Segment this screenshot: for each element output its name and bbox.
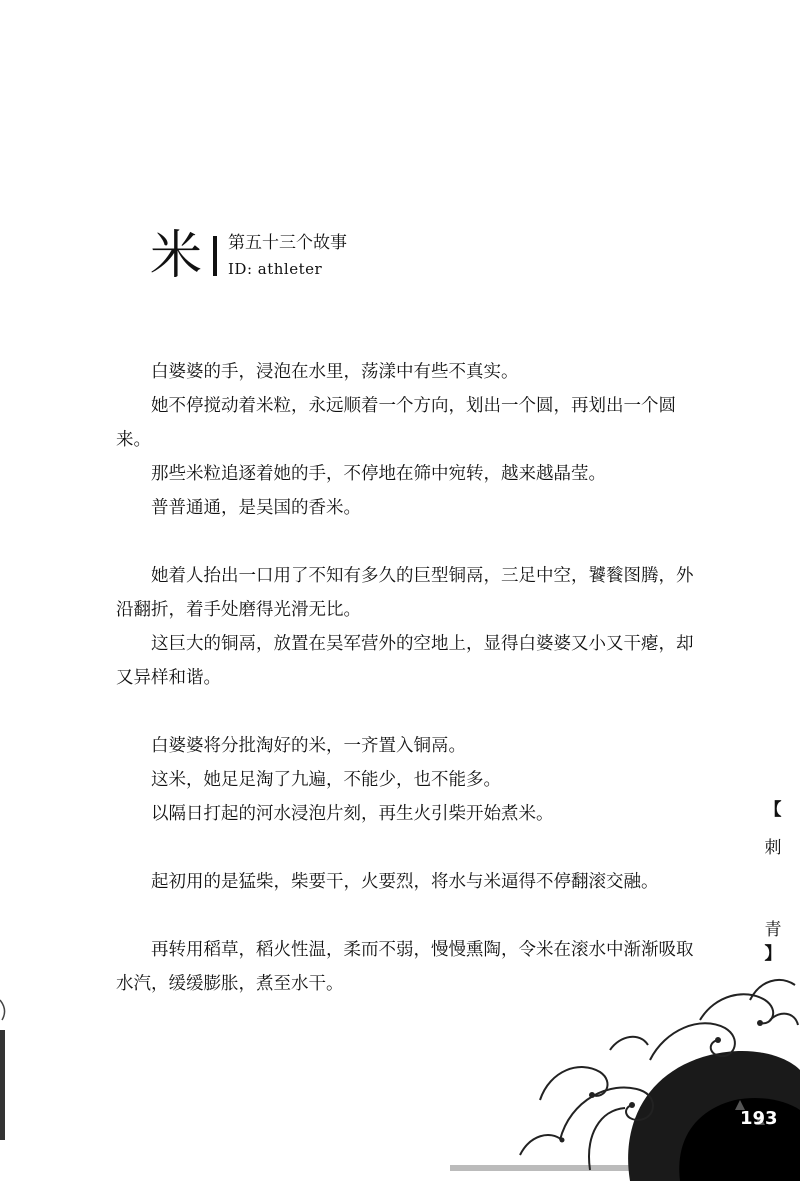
book-title-sidemark [758,800,788,964]
author-id: ID: athleter [228,260,323,278]
chapter-title-char: 米 [150,226,203,286]
paragraph-group [116,355,706,525]
paragraph: 白婆婆将分批淘好的米，一齐置入铜鬲。 [151,736,466,756]
paragraph-group [116,559,706,695]
sidemark-char-qing: 青 [764,920,782,940]
body-text [116,355,706,1001]
paragraph: 她不停搅动着米粒，永远顺着一个方向，划出一个圆，再划出一个圆来。 [116,396,676,450]
title-divider [213,236,217,276]
paragraph: 白婆婆的手，浸泡在水里，荡漾中有些不真实。 [151,362,519,382]
sidemark-char-ci: 刺 [764,838,782,858]
open-bracket: 【 [764,800,782,820]
paragraph: 普普通通，是吴国的香米。 [151,498,361,518]
paragraph: 起初用的是猛柴，柴要干，火要烈，将水与米逼得不停翻滚交融。 [151,872,659,892]
paragraph: 这巨大的铜鬲，放置在吴军营外的空地上，显得白婆婆又小又干瘪，却又异样和谐。 [116,634,694,688]
swirl-ornament [450,960,800,1181]
paragraph-group [116,729,706,831]
close-bracket: 】 [764,944,782,964]
paragraph: 这米，她足足淘了九遍，不能少，也不能多。 [151,770,501,790]
page-number: 193 [740,1108,778,1129]
left-edge-ornament [0,990,10,1150]
paragraph: 那些米粒追逐着她的手，不停地在筛中宛转，越来越晶莹。 [151,464,606,484]
paragraph: 她着人抬出一口用了不知有多久的巨型铜鬲，三足中空，饕餮图腾，外沿翻折，着手处磨得光滑无比。 [116,566,694,620]
paragraph: 以隔日打起的河水浸泡片刻，再生火引柴开始煮米。 [151,804,554,824]
story-number: 第五十三个故事 [228,233,347,253]
paragraph-group [116,865,706,899]
paragraph: 再转用稻草，稻火性温，柔而不弱，慢慢熏陶，令米在滚水中渐渐吸取水汽，缓缓膨胀，煮至水干。 [116,940,694,994]
